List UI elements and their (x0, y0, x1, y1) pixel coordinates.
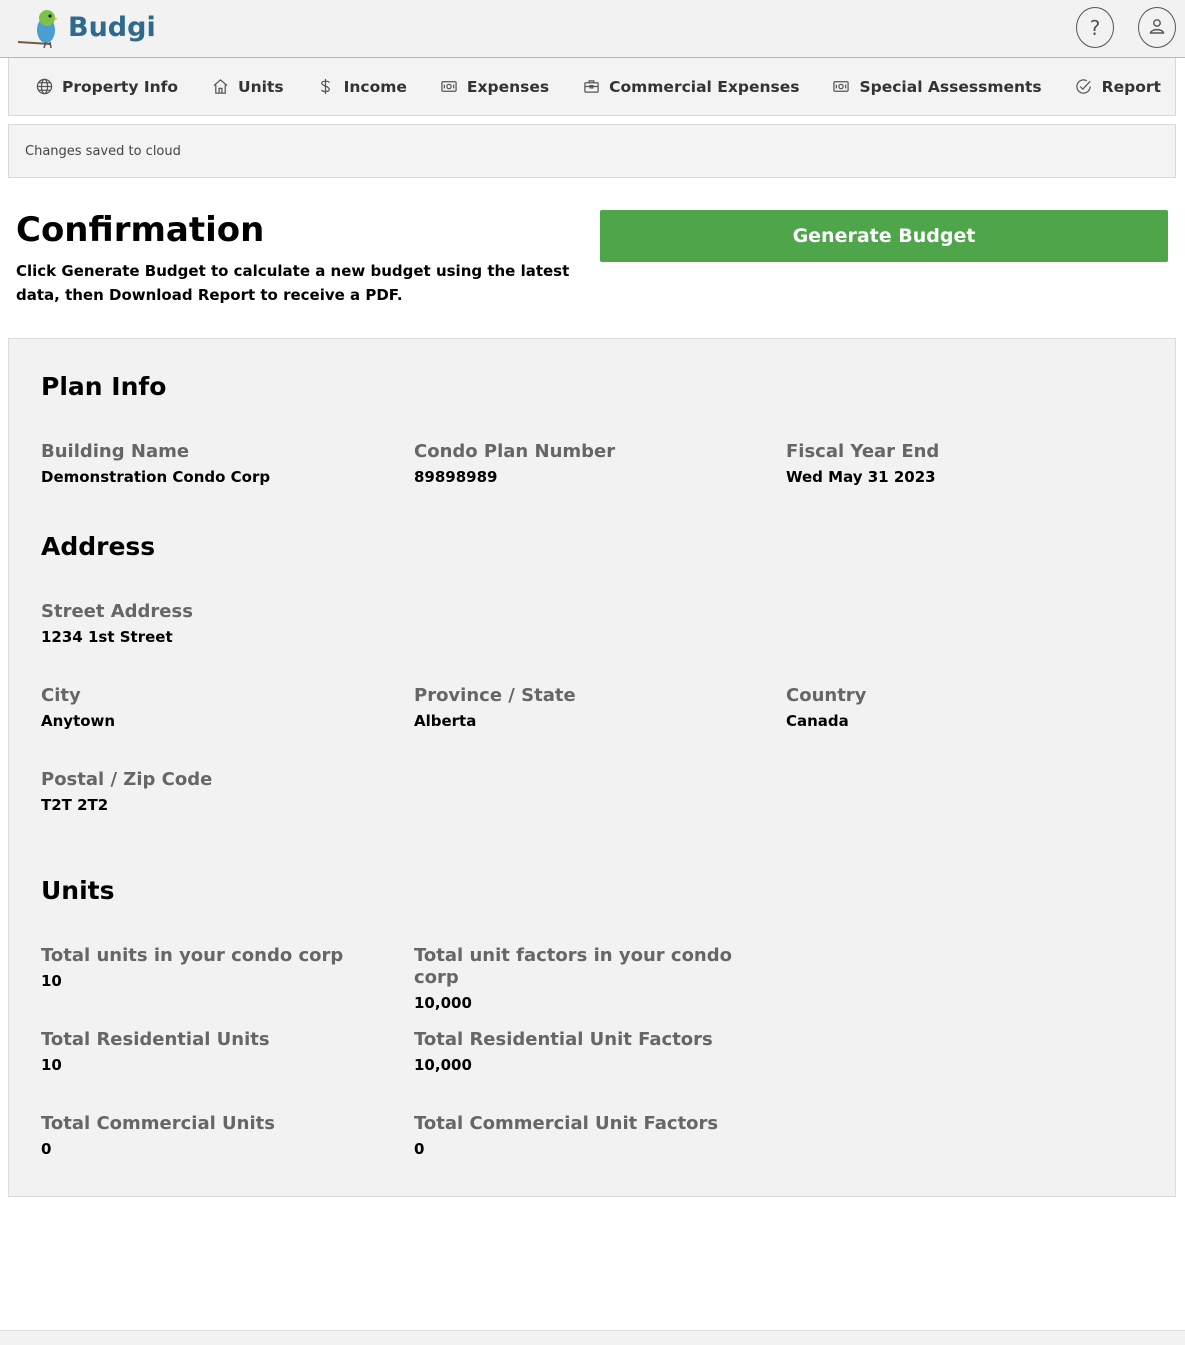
field-label: Fiscal Year End (786, 441, 940, 462)
cash-icon (440, 78, 458, 96)
cash-icon (832, 78, 850, 96)
tab-label: Special Assessments (859, 77, 1042, 96)
field-value: 1234 1st Street (41, 628, 173, 646)
field-value: 10 (41, 1056, 62, 1074)
province-state-field (414, 685, 774, 731)
field-label: Condo Plan Number (414, 441, 616, 462)
user-account-button[interactable] (1138, 7, 1176, 48)
page-footer (0, 1330, 1185, 1345)
field-label: Total Commercial Unit Factors (414, 1113, 719, 1134)
total-units-field (41, 945, 401, 991)
field-value: 10 (41, 972, 62, 990)
street-address-field (41, 601, 401, 647)
field-value: Anytown (41, 712, 116, 730)
field-label: Street Address (41, 601, 193, 622)
postal-code-field (41, 769, 401, 815)
dollar-icon (317, 78, 335, 96)
residential-units-field (41, 1029, 401, 1075)
tab-units[interactable] (211, 78, 284, 96)
generate-budget-button[interactable]: Generate Budget (600, 210, 1168, 262)
tab-expenses[interactable] (440, 78, 549, 96)
logo-text: Budgi (68, 11, 156, 43)
tab-label: Commercial Expenses (609, 77, 800, 96)
main-tabs (8, 58, 1176, 116)
field-value: 0 (414, 1140, 425, 1158)
field-value: Wed May 31 2023 (786, 468, 936, 486)
field-value: 10,000 (414, 994, 472, 1012)
page-title: Confirmation (16, 210, 265, 250)
user-icon (1148, 17, 1166, 39)
check-circle-icon (1075, 78, 1093, 96)
field-value: Alberta (414, 712, 477, 730)
field-label: Total Residential Unit Factors (414, 1029, 713, 1050)
tab-property-info[interactable] (35, 78, 178, 96)
tab-label: Property Info (62, 77, 179, 96)
field-label: City (41, 685, 81, 706)
tab-label: Report (1101, 77, 1161, 96)
save-status-text: Changes saved to cloud (25, 143, 181, 159)
fiscal-year-end-field (786, 441, 1146, 487)
field-value: Canada (786, 712, 849, 730)
field-label: Building Name (41, 441, 190, 462)
country-field (786, 685, 1146, 731)
commercial-unit-factors-field (414, 1113, 774, 1159)
plan-info-heading: Plan Info (41, 372, 167, 401)
budgie-bird-logo-icon (16, 4, 66, 48)
field-label: Total units in your condo corp (41, 945, 344, 966)
tab-special-assessments[interactable] (832, 78, 1041, 96)
confirmation-description: Click Generate Budget to calculate a new budget using the latest data, then Download Report to receive a PDF. (16, 262, 570, 304)
tab-commercial-expenses[interactable] (582, 78, 799, 96)
tab-label: Units (238, 77, 284, 96)
tab-label: Income (343, 77, 407, 96)
condo-plan-number-field (414, 441, 774, 487)
field-label: Country (786, 685, 867, 706)
total-unit-factors-field (414, 945, 774, 1013)
home-icon (211, 78, 229, 96)
top-header (0, 0, 1185, 58)
tab-report[interactable] (1075, 78, 1161, 96)
field-label: Total unit factors in your condo corp (414, 945, 732, 988)
field-label: Total Commercial Units (41, 1113, 275, 1134)
briefcase-icon (582, 78, 600, 96)
address-heading: Address (41, 532, 156, 561)
field-value: T2T 2T2 (41, 796, 109, 814)
building-name-field (41, 441, 401, 487)
summary-panel (8, 338, 1176, 1197)
field-label: Province / State (414, 685, 576, 706)
units-heading: Units (41, 876, 115, 905)
commercial-units-field (41, 1113, 401, 1159)
field-label: Total Residential Units (41, 1029, 270, 1050)
globe-icon (35, 78, 53, 96)
help-icon: ? (1089, 15, 1101, 40)
help-button[interactable] (1076, 7, 1114, 48)
residential-unit-factors-field (414, 1029, 774, 1075)
field-value: 10,000 (414, 1056, 472, 1074)
field-value: 89898989 (414, 468, 498, 486)
city-field (41, 685, 401, 731)
tab-income[interactable] (317, 78, 407, 96)
field-label: Postal / Zip Code (41, 769, 213, 790)
save-status-bar (8, 124, 1176, 178)
app-logo[interactable] (16, 3, 156, 49)
tab-label: Expenses (466, 77, 550, 96)
field-value: Demonstration Condo Corp (41, 468, 271, 486)
field-value: 0 (41, 1140, 52, 1158)
